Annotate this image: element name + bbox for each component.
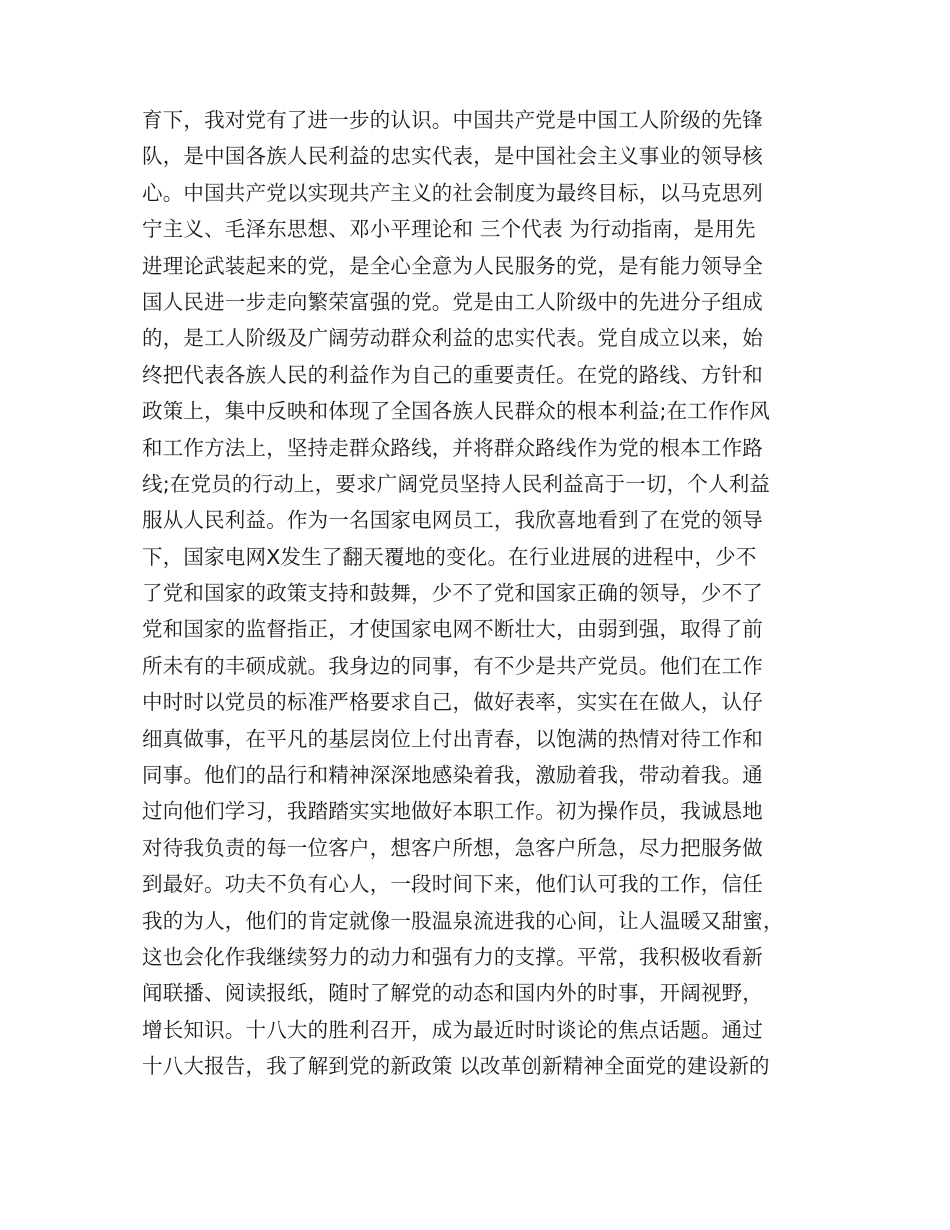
text-line: 线;在党员的行动上，要求广阔党员坚持人民利益高于一切，个人利益 bbox=[142, 471, 771, 496]
text-line: 十八大报告，我了解到党的新政策 以改革创新精神全面党的建设新的 bbox=[142, 1054, 770, 1079]
text-line: 育下，我对党有了进一步的认识。中国共产党是中国工人阶级的先锋 bbox=[142, 108, 763, 132]
text-line: 的，是工人阶级及广阔劳动群众利益的忠实代表。党自成立以来，始 bbox=[142, 326, 763, 351]
text-line: 增长知识。十八大的胜利召开，成为最近时时谈论的焦点话题。通过 bbox=[142, 1017, 763, 1042]
text-line: 所未有的丰硕成就。我身边的同事，有不少是共产党员。他们在工作 bbox=[142, 653, 763, 678]
text-line: 队，是中国各族人民利益的忠实代表，是中国社会主义事业的领导核 bbox=[142, 144, 763, 169]
text-line: 过向他们学习，我踏踏实实地做好本职工作。初为操作员，我诚恳地 bbox=[142, 799, 763, 824]
text-line: 和工作方法上，坚持走群众路线，并将群众路线作为党的根本工作路 bbox=[142, 435, 763, 460]
body-text bbox=[142, 102, 822, 1085]
text-line: 了党和国家的政策支持和鼓舞，少不了党和国家正确的领导，少不了 bbox=[142, 581, 763, 606]
text-line: 到最好。功夫不负有心人，一段时间下来，他们认可我的工作，信任 bbox=[142, 872, 763, 897]
text-line: 这也会化作我继续努力的动力和强有力的支撑。平常，我积极收看新 bbox=[142, 944, 763, 969]
text-line: 党和国家的监督指正，才使国家电网不断壮大，由弱到强，取得了前 bbox=[142, 617, 763, 642]
text-line: 终把代表各族人民的利益作为自己的重要责任。在党的路线、方针和 bbox=[142, 362, 763, 387]
text-line: 心。中国共产党以实现共产主义的社会制度为最终目标，以马克思列 bbox=[142, 180, 763, 205]
text-line: 细真做事，在平凡的基层岗位上付出青春，以饱满的热情对待工作和 bbox=[142, 726, 763, 751]
text-line: 进理论武装起来的党，是全心全意为人民服务的党，是有能力领导全 bbox=[142, 253, 763, 278]
text-line: 对待我负责的每一位客户，想客户所想，急客户所急，尽力把服务做 bbox=[142, 835, 763, 860]
text-line: 我的为人，他们的肯定就像一股温泉流进我的心间，让人温暖又甜蜜， bbox=[142, 908, 784, 933]
text-line: 国人民进一步走向繁荣富强的党。党是由工人阶级中的先进分子组成 bbox=[142, 289, 763, 314]
text-line: 服从人民利益。作为一名国家电网员工，我欣喜地看到了在党的领导 bbox=[142, 508, 763, 533]
text-line: 宁主义、毛泽东思想、邓小平理论和 三个代表 为行动指南，是用先 bbox=[142, 217, 756, 242]
text-line: 中时时以党员的标准严格要求自己，做好表率，实实在在做人，认仔 bbox=[142, 690, 763, 715]
text-line: 下，国家电网X发生了翻天覆地的变化。在行业进展的进程中，少不 bbox=[142, 544, 757, 569]
text-line: 政策上，集中反映和体现了全国各族人民群众的根本利益;在工作作风 bbox=[142, 399, 771, 424]
text-line: 闻联播、阅读报纸，随时了解党的动态和国内外的时事，开阔视野， bbox=[142, 981, 763, 1006]
text-line: 同事。他们的品行和精神深深地感染着我，激励着我，带动着我。通 bbox=[142, 763, 763, 788]
